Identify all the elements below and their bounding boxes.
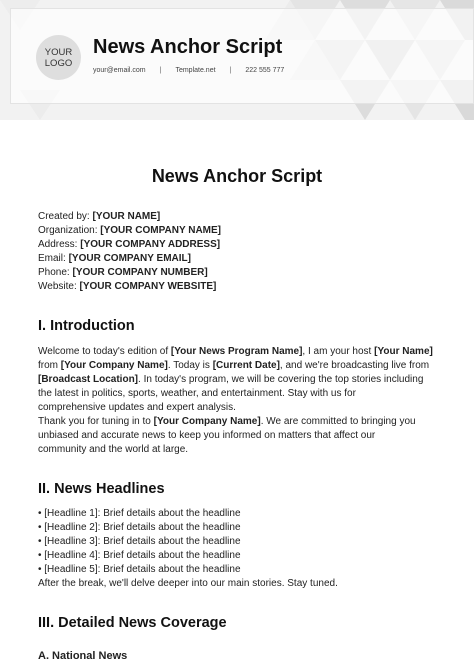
subsection-heading-national-news: A. National News [38,650,128,662]
introduction-paragraph: Welcome to today's edition of [Your News Program Name], I am your host [Your Name] from [Your Company Name]. Today is [Current Date], and we're broadcasting live from [Broadcast Location]. In today's program, we will be covering the top stories including the latest in politics, sports, weather, and entertainment. Stay with us for comprehensive updates and expert analysis. Thank you for tuning in to [Your Company Name]. We are committed to bringing you unbiased and accurate news to keep you informed on matters that affect our community and the world at large. [38,346,433,455]
document-title: News Anchor Script [151,166,323,186]
meta-email: Email: [YOUR COMPANY EMAIL] [38,253,191,264]
meta-website: Website: [YOUR COMPANY WEBSITE] [38,281,217,292]
meta-created-by: Created by: [YOUR NAME] [38,211,161,222]
section-heading-coverage: III. Detailed News Coverage [38,615,227,631]
meta-address: Address: [YOUR COMPANY ADDRESS] [38,239,221,250]
list-item: • [Headline 5]: Brief details about the headline [38,564,241,575]
headlines-closing: After the break, we'll delve deeper into our main stories. Stay tuned. [38,578,338,589]
logo-line-1: YOUR [44,46,73,58]
list-item: • [Headline 1]: Brief details about the headline [38,508,241,519]
company-logo [36,35,81,80]
meta-phone: Phone: [YOUR COMPANY NUMBER] [38,267,208,278]
header-email: your@email.com [93,67,146,74]
separator: | [229,67,232,74]
logo-line-2: LOGO [44,57,73,69]
header-title: News Anchor Script [93,36,283,58]
document-meta [38,210,221,294]
list-item: • [Headline 3]: Brief details about the headline [38,536,241,547]
list-item: • [Headline 4]: Brief details about the headline [38,550,241,561]
header-website: Template.net [175,67,216,74]
section-heading-introduction: I. Introduction [38,318,135,334]
meta-organization: Organization: [YOUR COMPANY NAME] [38,225,222,236]
header-phone: 222 555 777 [245,67,285,74]
list-item: • [Headline 2]: Brief details about the headline [38,522,241,533]
separator: | [159,67,162,74]
header-contacts [93,67,284,74]
header-banner [0,0,474,120]
headlines-list [38,507,338,591]
section-heading-headlines: II. News Headlines [38,481,165,497]
